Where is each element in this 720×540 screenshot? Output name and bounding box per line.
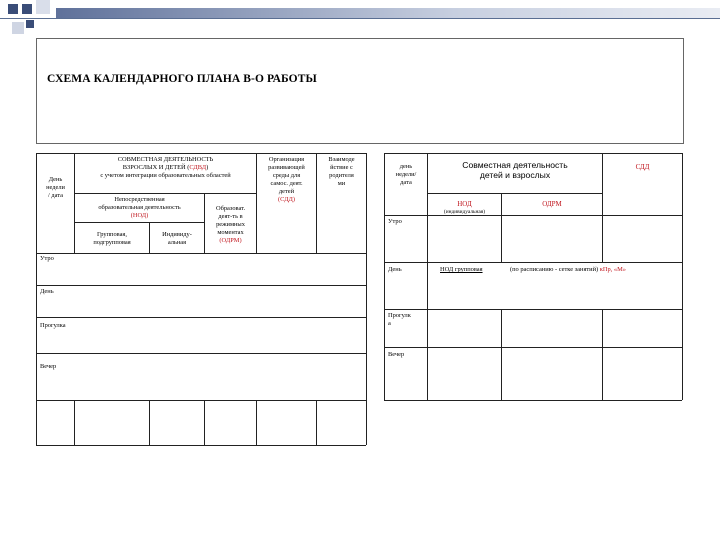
sdd-header: СДД xyxy=(635,163,650,171)
row-label-evening: Вечер xyxy=(388,351,405,358)
direct-activity-header: Непосредственная образовательная деятельность (НОД) xyxy=(98,196,181,219)
row-label-morning: Утро xyxy=(388,218,402,225)
deco-gradient-bar xyxy=(56,8,720,18)
row-label-day: День xyxy=(40,288,54,295)
joint-activity-header: Совместная деятельность детей и взрослых xyxy=(462,160,568,180)
row-label-morning: Утро xyxy=(40,255,54,262)
grid-line xyxy=(366,153,367,445)
day-nod-group: НОД групповая xyxy=(440,266,483,273)
row-label-evening: Вечер xyxy=(40,363,57,370)
grid-line xyxy=(204,400,205,445)
grid-line xyxy=(384,153,385,400)
day-week-header: день недели/ дата xyxy=(395,163,417,186)
environment-header: Организация развивающей среды для самос. деят. детей (СДД) xyxy=(268,156,305,203)
title-box xyxy=(36,38,684,144)
grid-line xyxy=(256,400,257,445)
row-label-day: День xyxy=(388,266,402,273)
grid-line xyxy=(36,285,366,286)
grid-line xyxy=(36,253,366,254)
grid-line xyxy=(36,445,366,446)
grid-line xyxy=(602,309,603,400)
grid-line xyxy=(384,347,682,348)
header-rule xyxy=(0,18,720,19)
row-label-walk: Прогулк а xyxy=(388,312,411,327)
grid-line xyxy=(427,193,602,194)
nod-note: (индивидуальная) xyxy=(443,209,486,215)
grid-line xyxy=(384,262,682,263)
grid-line xyxy=(384,153,682,154)
regime-moments-header: Образоват. деят-ть в режимных моментах (ОДРМ) xyxy=(215,205,246,244)
grid-line xyxy=(36,317,366,318)
grid-line xyxy=(74,193,256,194)
individual-header: Индивиду- альная xyxy=(162,231,192,246)
deco-square xyxy=(36,0,50,14)
grid-line xyxy=(74,400,75,445)
parents-header: Взаимоде йствие с родителя ми xyxy=(328,156,355,187)
deco-square xyxy=(26,20,34,28)
joint-activity-header: СОВМЕСТНАЯ ДЕЯТЕЛЬНОСТЬ ВЗРОСЛЫХ И ДЕТЕЙ (СДВД) с учетом интеграции образовательных областей xyxy=(100,156,231,179)
sdvd-abbr: СДВД xyxy=(189,164,207,171)
grid-line xyxy=(501,309,502,400)
deco-square xyxy=(8,4,18,14)
grid-line xyxy=(384,400,682,401)
day-schedule-note: (по расписанию - сетке занятий) кПр, «М» xyxy=(510,266,626,273)
deco-square xyxy=(12,22,24,34)
grid-line xyxy=(682,153,683,400)
grid-line xyxy=(74,222,204,223)
row-label-walk: Прогулка xyxy=(40,322,66,329)
deco-square xyxy=(22,4,32,14)
grid-line xyxy=(316,400,317,445)
grid-line xyxy=(427,153,428,400)
group-header: Групповая, подгрупповая xyxy=(93,231,131,246)
odrm-header: ОДРМ xyxy=(542,200,562,208)
grid-line xyxy=(384,309,682,310)
page-title: СХЕМА КАЛЕНДАРНОГО ПЛАНА В-О РАБОТЫ xyxy=(47,73,317,85)
nod-header: НОД xyxy=(457,200,472,208)
grid-line xyxy=(149,400,150,445)
day-week-header: День недели / дата xyxy=(46,176,65,199)
grid-line xyxy=(36,353,366,354)
